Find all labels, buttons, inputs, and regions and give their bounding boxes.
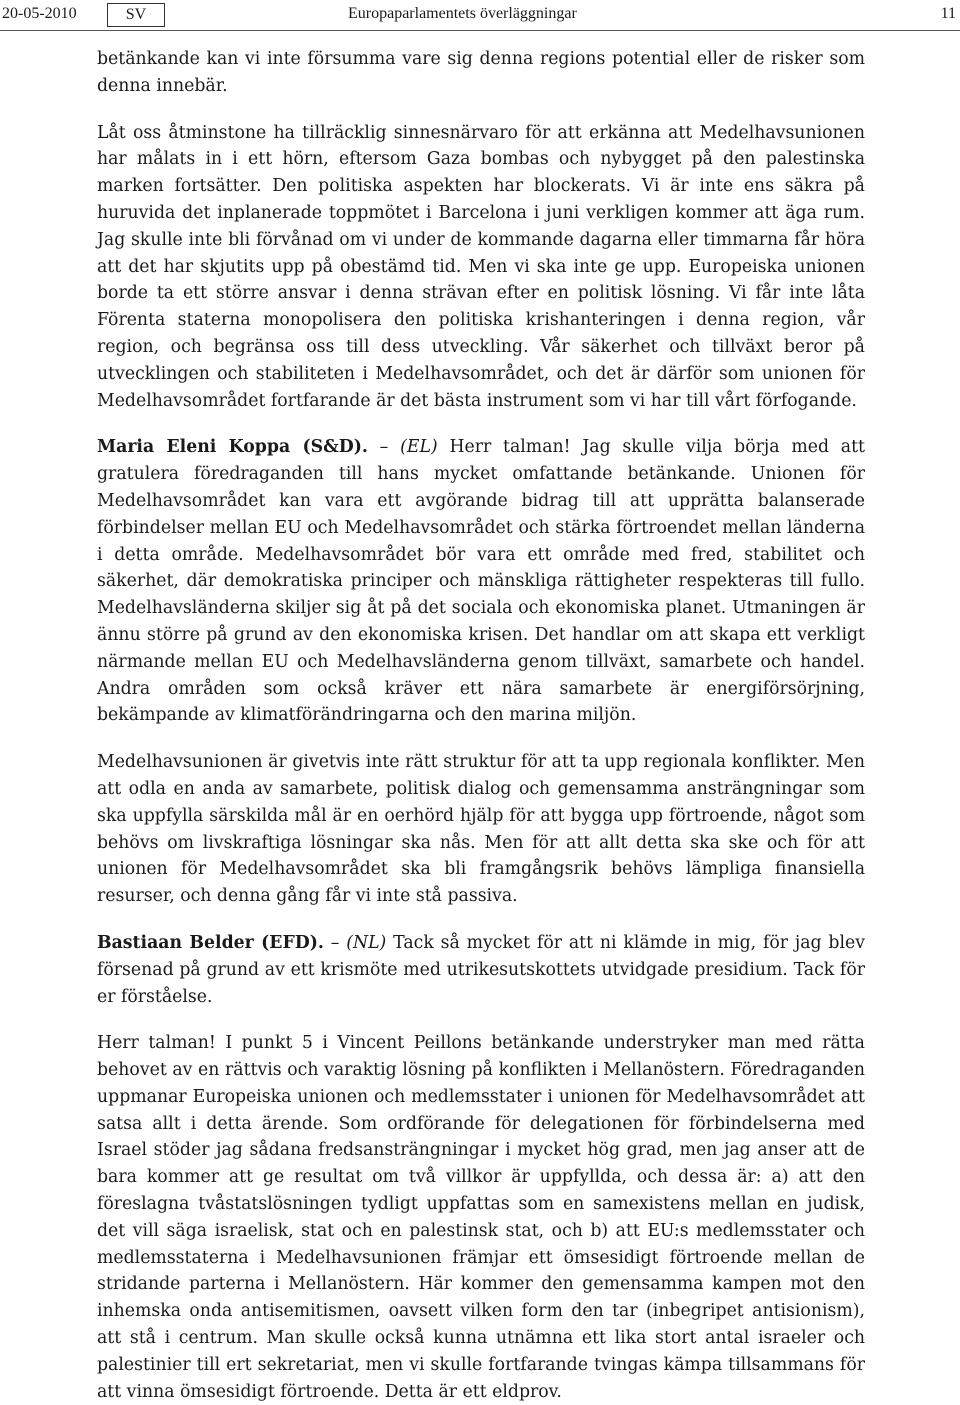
speaker-name: Bastiaan Belder (EFD). [97,932,324,953]
speech-text: Herr talman! Jag skulle vilja börja med att gratulera föredraganden till hans mycket omfattande betänkande. Unionen för Medelhavsområdet kan vara ett avgörande bidrag till att upprätta balanserade förbindelser mellan EU och Medelhavsområdet och stärka förtroendet mellan länderna i detta område. Medelhavsområdet bör vara ett område med fred, stabilitet och säkerhet, där demokratiska principer och mänskliga rättigheter respekteras till fullo. Medelhavsländerna skiljer sig åt på det sociala och ekonomiska planet. Utmaningen är ännu större på grund av den ekonomiska krisen. Det handlar om att skapa ett verkligt närmande mellan EU och Medelhavsländerna genom tillväxt, samarbete och handel. Andra områden som också kräver ett nära samarbete är energiförsörjning, bekämpande av klimatförändringarna och den marina miljön. [97,437,865,726]
paragraph: Herr talman! I punkt 5 i Vincent Peillons betänkande understryker man med rätta behovet av en rättvis och varaktig lösning på konflikten i Mellanöstern. Föredraganden uppmanar Europeiska unionen och medlemsstater i unionen för Medelhavsområdet att satsa allt i detta ärende. Som ordförande för delegationen för förbindelserna med Israel stöder jag sådana fredsansträngningar i mycket hög grad, men jag anser att de bara kommer att ge resultat om två villkor är uppfyllda, och dessa är: a) att den föreslagna tvåstatslösningen tydligt uppfattas som en samexistens mellan en judisk, det vill säga israelisk, stat och en palestinsk stat, och b) att EU:s medlemsstater och medlemsstaterna i Medelhavsunionen främjar ett ömsesidigt förtroende mellan de stridande parterna i Mellanöstern. Här kommer den gemensamma kampen mot den inhemska onda antisemitismen, oavsett vilken form den tar (inbegripet antisionism), att stå i centrum. Man skulle också kunna utnämna ett lika stort antal israeler och palestinier till ert sekretariat, men vi skulle fortfarande tvingas kämpa tillsammans för att vinna ömsesidigt förtroende. Detta är ett eldprov. [97,1033,865,1402]
paragraph: Medelhavsunionen är givetvis inte rätt struktur för att ta upp regionala konflikter. Men att odla en anda av samarbete, politisk dialog och gemensamma ansträngningar som ska uppfylla särskilda mål är en oerhörd hjälp för att bygga upp förtroende, något som behövs om livskraftiga lösningar ska nås. Men för att allt detta ska ske och för att unionen för Medelhavsområdet ska bli framgångsrik behövs lämpliga finansiella resurser, och denna gång får vi inte stå passiva. [97,752,865,907]
speaker-name: Maria Eleni Koppa (S&D). [97,437,368,458]
document-body [97,46,865,1405]
speech-dash: – [323,932,347,953]
header-date: 20-05-2010 [2,5,77,22]
speech-koppa [97,434,865,729]
paragraph: Låt oss åtminstone ha tillräcklig sinnesnärvaro för att erkänna att Medelhavsunionen har målats in i ett hörn, eftersom Gaza bombas och nybygget på den palestinska marken fortsätter. Den politiska aspekten har blockerats. Vi är inte ens säkra på huruvida det inplanerade toppmötet i Barcelona i juni verkligen kommer att äga rum. Jag skulle inte bli förvånad om vi under de kommande dagarna eller timmarna får höra att det har skjutits upp på obestämd tid. Men vi ska inte ge upp. Europeiska unionen borde ta ett större ansvar i denna strävan efter en politisk lösning. Vi får inte låta Förenta staterna monopolisera den politiska krishanteringen i denna region, vår region, och begränsa oss till dess utveckling. Vår säkerhet och tillväxt beror på utvecklingen och stabiliteten i Medelhavsområdet, och det är därför som unionen för Medelhavsområdet fortfarande är det bästa instrument som vi har till vårt förfogande. [97,122,865,411]
paragraph-continuation: betänkande kan vi inte försumma vare sig denna regions potential eller de risker som denna innebär. [97,49,865,96]
speech-belder [97,930,865,1010]
language-tag: (NL) [346,932,387,953]
page-header [0,0,960,31]
publication-title: Europaparlamentets överläggningar [348,5,577,22]
speech-dash: – [367,437,401,458]
speech-text: Tack så mycket för att ni klämde in mig, för jag blev försenad på grund av ett krismöte med utrikesutskottets utvidgade presidium. Tack för er förståelse. [97,932,865,1007]
language-badge: SV [107,3,165,27]
language-tag: (EL) [400,437,438,458]
page-number: 11 [940,5,956,22]
